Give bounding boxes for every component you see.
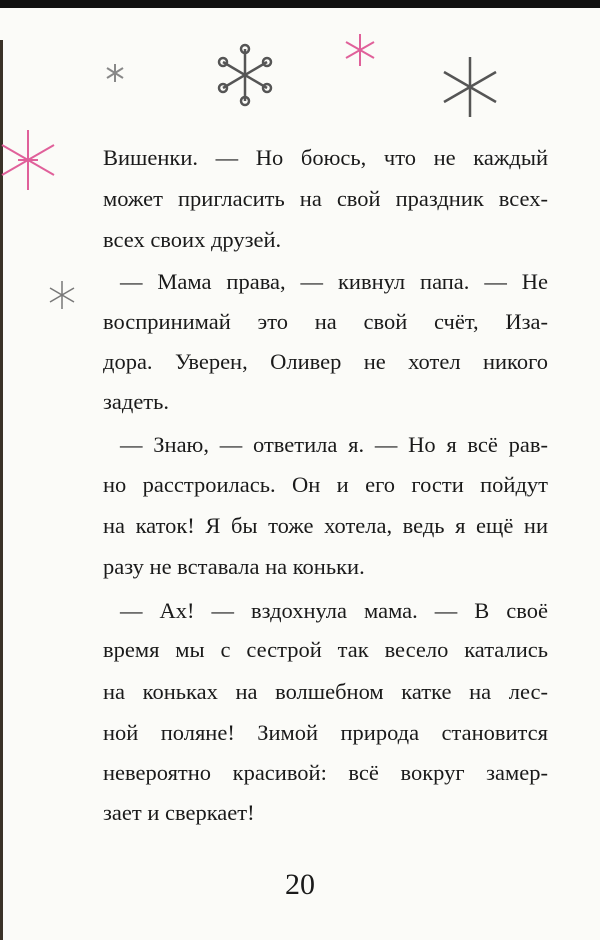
page-number: 20 (285, 868, 315, 901)
text-line: но расстроилась. Он и его гости пойдут (103, 472, 548, 497)
snowflake-icon (50, 281, 74, 309)
snowflake-icon (2, 130, 54, 190)
text-line: время мы с сестрой так весело катались (103, 637, 548, 662)
text-line: на коньках на волшебном катке на лес- (103, 679, 548, 704)
text-line: — Мама права, — кивнул папа. — Не (120, 269, 548, 294)
text-line: разу не вставала на коньки. (103, 554, 365, 579)
snowflake-icon (219, 45, 271, 105)
text-line: — Знаю, — ответила я. — Но я всё рав- (120, 432, 548, 457)
text-line: Вишенки. — Но боюсь, что не каждый (103, 145, 548, 170)
text-line: невероятно красивой: всё вокруг замер- (103, 760, 548, 785)
snowflake-icon (346, 34, 374, 66)
text-line: зает и сверкает! (103, 800, 255, 825)
text-line: дора. Уверен, Оливер не хотел никого (103, 349, 548, 374)
text-line: может пригласить на свой праздник всех- (103, 186, 548, 211)
text-line: воспринимай это на свой счёт, Иза- (103, 309, 548, 334)
text-line: всех своих друзей. (103, 227, 282, 252)
snowflake-icon (107, 64, 123, 82)
snowflake-icon (444, 57, 496, 117)
text-line: ной поляне! Зимой природа становится (103, 720, 548, 745)
text-line: — Ах! — вздохнула мама. — В своё (120, 598, 548, 623)
text-line: задеть. (103, 389, 170, 414)
text-line: на каток! Я бы тоже хотела, ведь я ещё ни (103, 513, 548, 538)
